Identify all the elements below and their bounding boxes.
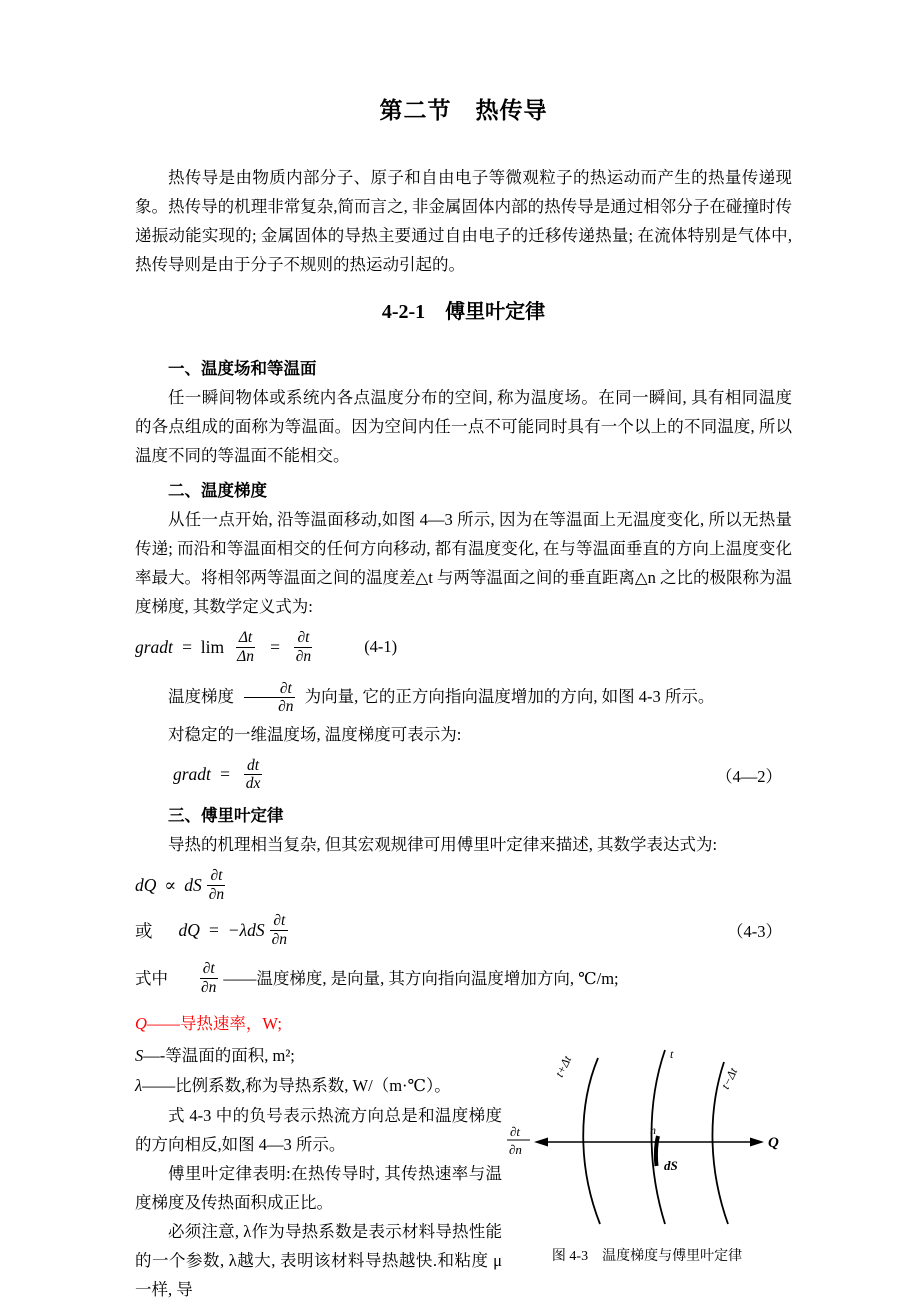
q-definition-line: Q——导热速率，W;: [135, 1013, 282, 1033]
eq41-lhs: gradt: [135, 636, 173, 657]
right-arrowhead: [750, 1137, 764, 1146]
negative-sign-paragraph: 式 4-3 中的负号表示热流方向总是和温度梯度的方向相反,如图 4—3 所示。: [135, 1105, 502, 1154]
heading-temperature-gradient: 二、温度梯度: [168, 481, 267, 500]
equation-4-3: [135, 912, 792, 949]
intro-paragraph: 热传导是由物质内部分子、原子和自由电子等微观粒子的热运动而产生的热量传递现象。热传导的机理非常复杂,简而言之, 非金属固体内部的热传导是通过相邻分子在碰撞时传递振动能实现的; 金属固体的导热主要通过自由电子的迁移传递热量; 在流体特别是气体中,热传导则是由于分子不规则的热运动引起的。: [135, 168, 792, 274]
left-arrowhead: [534, 1137, 548, 1146]
s-definition-line: S—-等温面的面积, m²;: [135, 1045, 295, 1065]
figure-column: [502, 1040, 792, 1304]
lambda-note-paragraph: 必须注意, λ作为导热系数是表示材料导热性能的一个参数, λ越大, 表明该材料导热越快.和粘度 μ一样, 导: [135, 1221, 502, 1299]
figure-t-plus-label: t+Δt: [552, 1053, 575, 1079]
fraction-dt-dn-limit: $\frac{\Delta t}{\Delta n}$: [237, 629, 254, 665]
temperature-field-paragraph: 任一瞬间物体或系统内各点温度分布的空间, 称为温度场。在同一瞬间, 具有相同温度的各点组成的面称为等温面。因为空间内任一点不可能同时具有一个以上的不同温度, 所以温度不同的等温面不能相交。: [135, 388, 793, 465]
equation-4-2: [135, 757, 792, 794]
where-label: 式中: [135, 968, 168, 988]
equation-number-4-1: (4-1): [364, 637, 398, 657]
figure-4-3-diagram: [502, 1044, 792, 1232]
figure-caption: 图 4-3 温度梯度与傅里叶定律: [551, 1248, 743, 1264]
figure-t-label: t: [670, 1046, 674, 1061]
figure-t-minus-label: t−Δt: [718, 1065, 741, 1091]
isotherm-left-curve: [583, 1058, 600, 1224]
steady-state-paragraph: 对稳定的一维温度场, 温度梯度可表示为:: [168, 724, 462, 744]
heading-temperature-field: 一、温度场和等温面: [168, 359, 317, 378]
inline-fraction-partial: $\frac{\partial t}{\partial n}$: [242, 680, 296, 717]
page-title: 第二节 热传导: [379, 98, 548, 123]
fraction-partial-t-n: $\frac{\partial t}{\partial n}$: [295, 629, 312, 665]
eqp-ds: dS: [184, 875, 202, 896]
temperature-gradient-paragraph: 从任一点开始, 沿等温面移动,如图 4—3 所示, 因为在等温面上无温度变化, 所以无热量传递; 而沿和等温面相交的任何方向移动, 都有温度变化, 在与等温面垂直的方向上温度变化率最大。将相邻两等温面之间的温度差△t 与两等温面之间的垂直距离△n 之比的极限称为温度梯度, 其数学定义式为:: [135, 510, 792, 616]
fraction-dt-dx: $\frac{dt}{dx}$: [245, 756, 261, 793]
figure-grad-denominator: ∂n: [509, 1141, 522, 1157]
figure-q-label: Q: [768, 1134, 779, 1151]
section-subtitle: 4-2-1 傅里叶定律: [381, 301, 546, 323]
eq43-lhs: dQ: [178, 919, 200, 940]
eq41-equals-1: =: [180, 636, 193, 657]
eqp-propto: ∝: [164, 875, 177, 896]
where-fraction: $\frac{\partial t}{\partial n}$: [201, 960, 217, 996]
two-column-area: [135, 1040, 792, 1304]
fourier-statement-paragraph: 傅里叶定律表明:在热传导时, 其传热速率与温度梯度及传热面积成正比。: [135, 1163, 502, 1212]
eq41-equals-2: =: [268, 636, 281, 657]
eq42-lhs: gradt: [173, 764, 211, 785]
eq43-prefix: 或: [135, 920, 153, 941]
fraction-partial-tn-b: $\frac{\partial t}{\partial n}$: [271, 911, 288, 948]
figure-grad-numerator: ∂t: [510, 1123, 521, 1139]
figure-n-label: n: [650, 1122, 656, 1137]
equation-number-4-3: （4-3）: [727, 922, 782, 942]
fourier-law-paragraph: 导热的机理相当复杂, 但其宏观规律可用傅里叶定律来描述, 其数学表达式为:: [168, 835, 718, 855]
where-description: ——温度梯度, 是向量, 其方向指向温度增加方向, ℃/m;: [223, 968, 619, 988]
fraction-partial-tn-a: $\frac{\partial t}{\partial n}$: [208, 867, 225, 904]
eq41-lim: lim: [200, 636, 225, 657]
gradient-vector-paragraph: 温度梯度 $\frac{\partial t}{\partial n}$ 为向量, 它的正方向指向温度增加的方向, 如图 4-3 所示。: [168, 679, 715, 716]
eq43-rhs: −λdS: [227, 919, 265, 940]
left-column: [135, 1040, 502, 1304]
equation-4-1: [135, 629, 792, 666]
figure-ds-element: [656, 1136, 658, 1166]
equation-number-4-2: （4—2）: [716, 766, 782, 786]
eqp-lhs: dQ: [135, 875, 157, 896]
lambda-definition-line: λ——比例系数,称为导热系数, W/（m·℃）。: [135, 1075, 451, 1095]
eq43-equals: =: [207, 919, 220, 940]
eq42-equals: =: [218, 764, 231, 785]
heading-fourier-law: 三、傅里叶定律: [168, 806, 284, 826]
where-clause: [135, 957, 792, 1001]
figure-ds-label: dS: [664, 1157, 678, 1173]
equation-proportional: [135, 867, 792, 904]
